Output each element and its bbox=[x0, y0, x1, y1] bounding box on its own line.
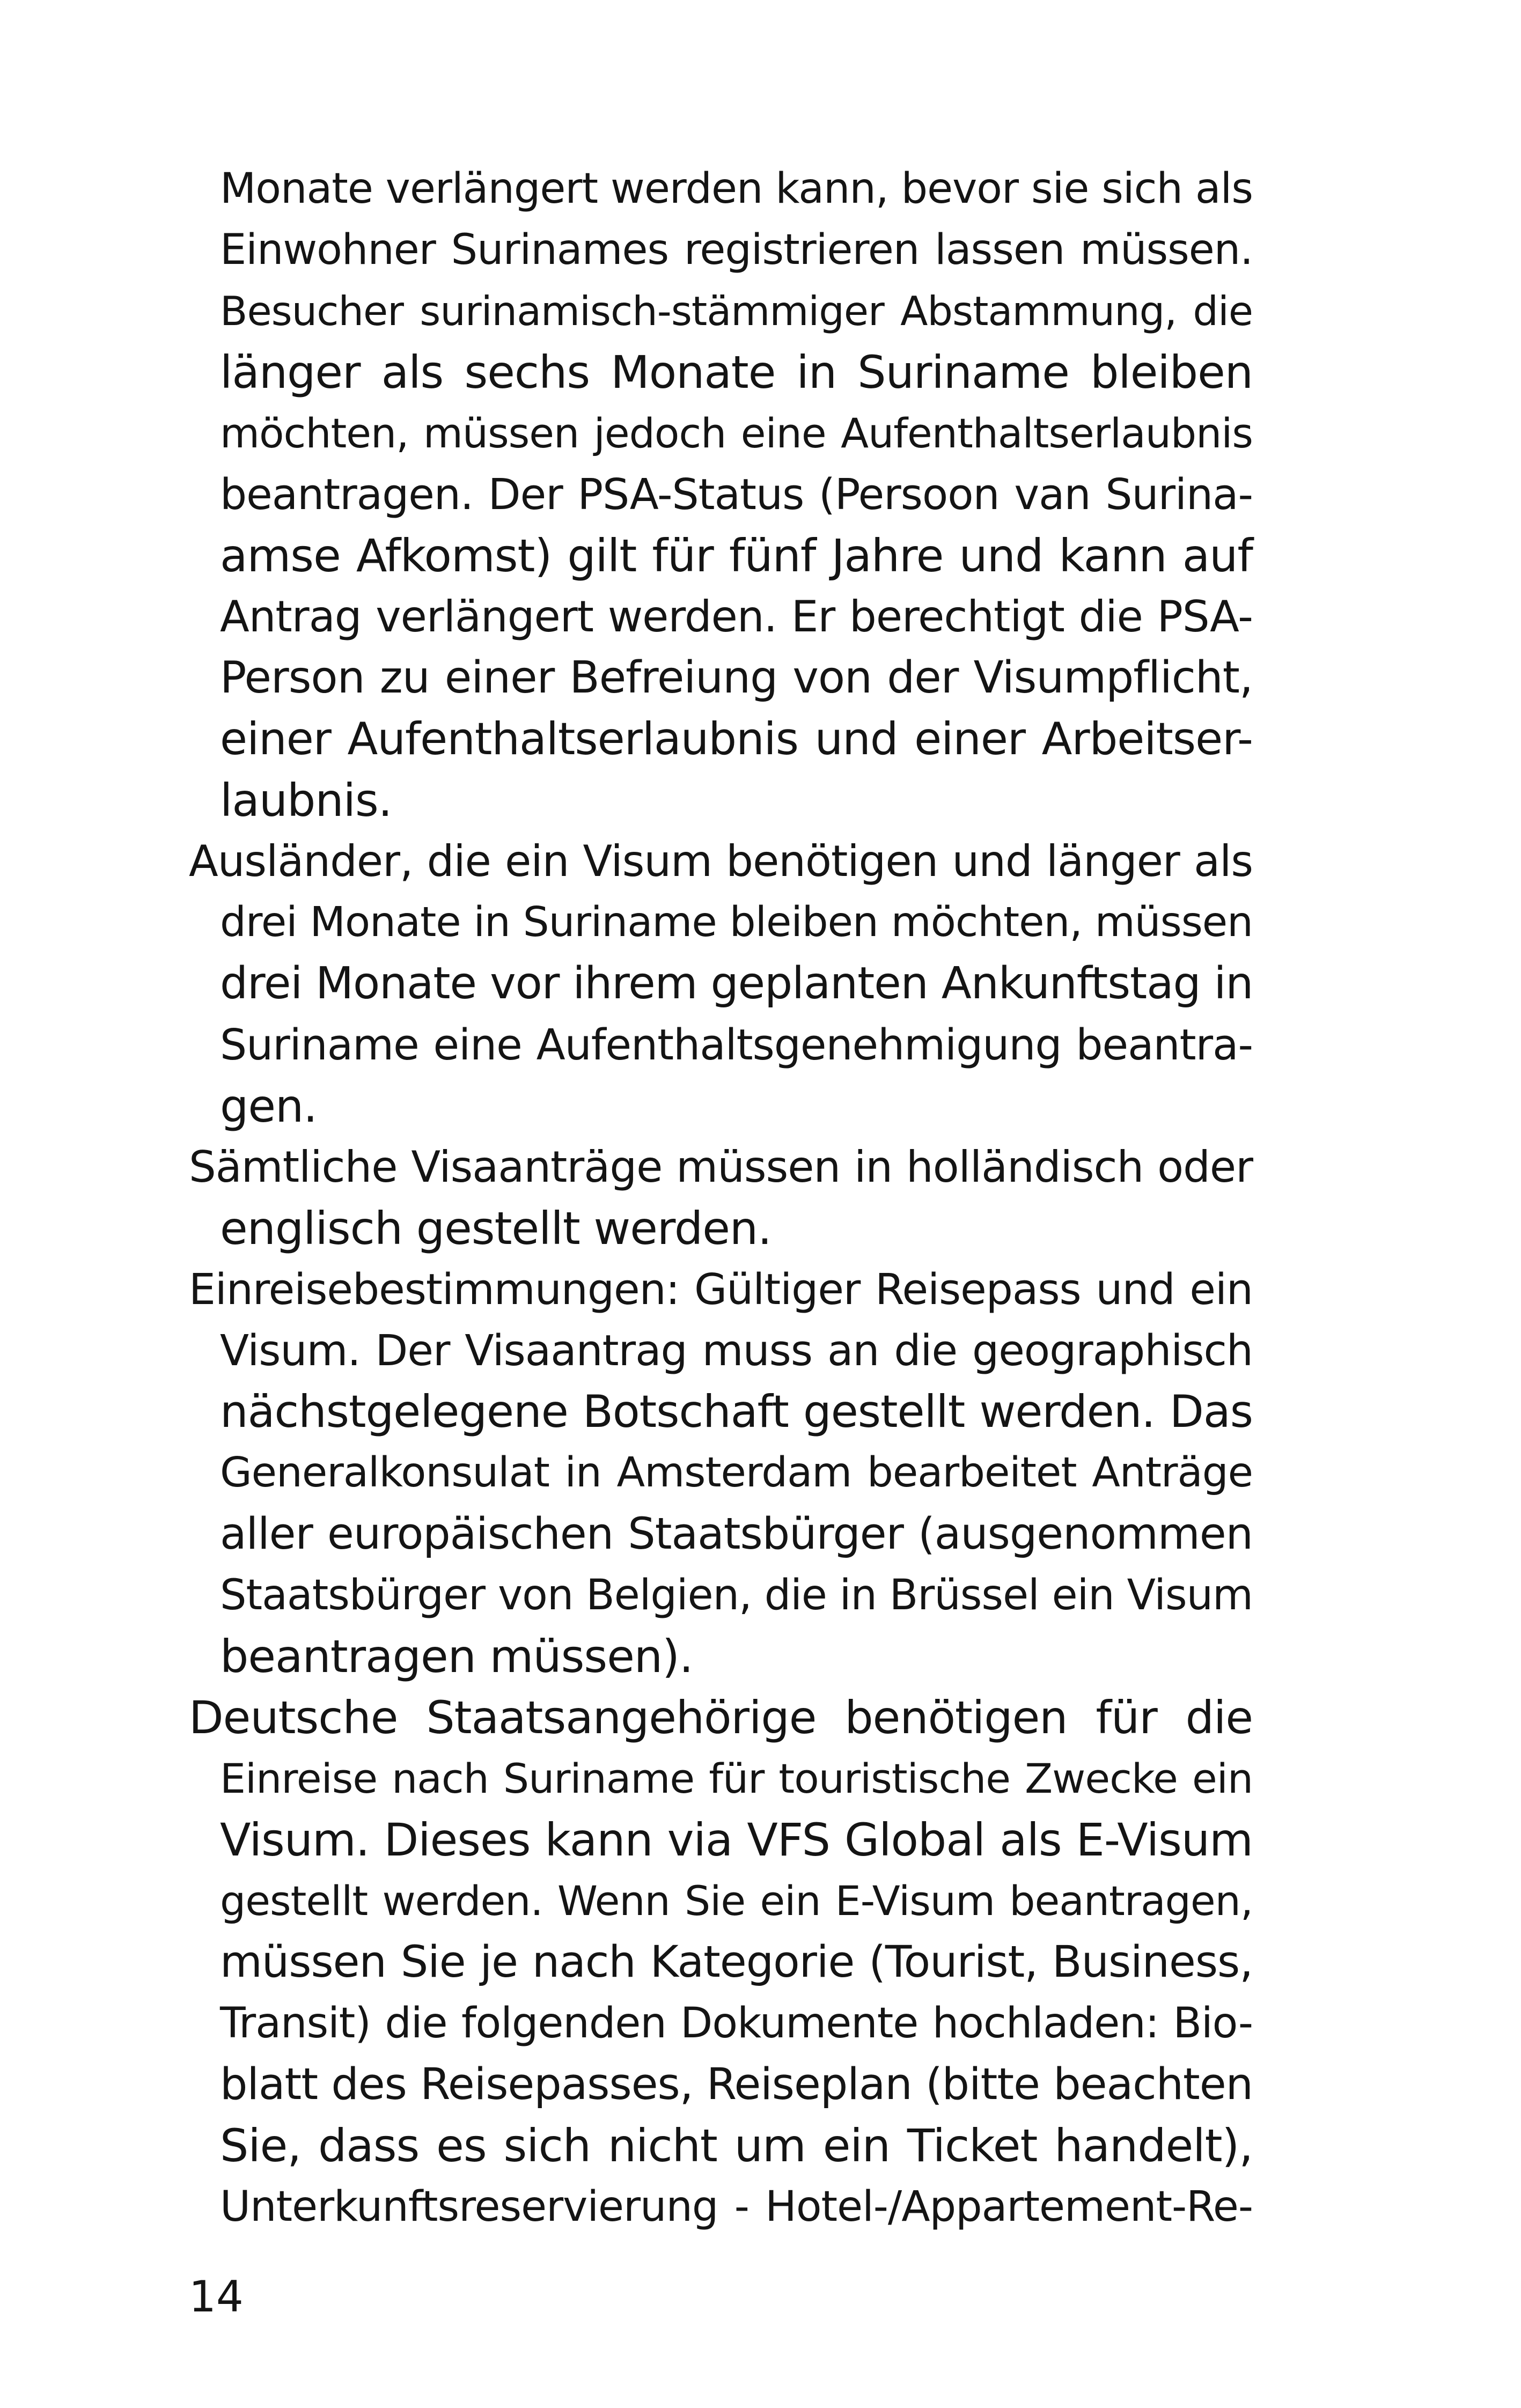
page-number: 14 bbox=[189, 2272, 244, 2322]
paragraph-line: Staatsbürger von Belgien, die in Brüssel ein Visum bbox=[220, 1571, 1253, 1619]
paragraph-line: amse Afkomst) gilt für fünf Jahre und kann auf bbox=[220, 529, 1253, 582]
paragraph-line: Sie, dass es sich nicht um ein Ticket handelt), bbox=[220, 2119, 1253, 2172]
paragraph-line: möchten, müssen jedoch eine Aufenthaltserlaubnis bbox=[220, 409, 1253, 457]
paragraph-line: Visum. Dieses kann via VFS Global als E-Visum bbox=[220, 1814, 1253, 1866]
paragraph-line: beantragen. Der PSA-Status (Persoon van Surina- bbox=[220, 470, 1253, 519]
paragraph-line: Transit) die folgenden Dokumente hochladen: Bio- bbox=[220, 1999, 1253, 2048]
paragraph-line: drei Monate vor ihrem geplanten Ankunftstag in bbox=[220, 958, 1253, 1009]
paragraph-line: gen. bbox=[220, 1080, 317, 1132]
paragraph-line: Unterkunftsreservierung - Hotel-/Appartement-Re- bbox=[220, 2183, 1253, 2231]
paragraph-line: müssen Sie je nach Kategorie (Tourist, Business, bbox=[220, 1937, 1253, 1987]
paragraph-line: einer Aufenthaltserlaubnis und einer Arbeitser- bbox=[220, 713, 1253, 765]
paragraph-line: beantragen müssen). bbox=[220, 1630, 693, 1683]
paragraph-line: Visum. Der Visaantrag muss an die geographisch bbox=[220, 1326, 1253, 1375]
paragraph-first-line: Deutsche Staatsangehörige benötigen für die bbox=[189, 1691, 1253, 1744]
paragraph-first-line: Einreisebestimmungen: Gültiger Reisepass und ein bbox=[189, 1265, 1253, 1314]
paragraph-line: Suriname eine Aufenthaltsgenehmigung beantra- bbox=[220, 1020, 1253, 1070]
paragraph-line: gestellt werden. Wenn Sie ein E-Visum beantragen, bbox=[220, 1877, 1253, 1925]
paragraph-line: Generalkonsulat in Amsterdam bearbeitet Anträge bbox=[220, 1449, 1253, 1497]
paragraph-line: Monate verlängert werden kann, bevor sie sich als bbox=[220, 165, 1253, 213]
paragraph-line: Einreise nach Suriname für touristische Zwecke ein bbox=[220, 1755, 1253, 1802]
paragraph-line: Einwohner Surinames registrieren lassen müssen. bbox=[220, 226, 1253, 274]
paragraph-line: aller europäischen Staatsbürger (ausgenommen bbox=[220, 1509, 1253, 1559]
paragraph-line: drei Monate in Suriname bleiben möchten, müssen bbox=[220, 899, 1253, 946]
paragraph-line: länger als sechs Monate in Suriname bleiben bbox=[220, 346, 1253, 399]
paragraph-line: Person zu einer Befreiung von der Visumpflicht, bbox=[220, 652, 1253, 703]
paragraph-line: nächstgelegene Botschaft gestellt werden. Das bbox=[220, 1386, 1253, 1438]
paragraph-line: englisch gestellt werden. bbox=[220, 1202, 771, 1255]
paragraph-first-line: Ausländer, die ein Visum benötigen und länger als bbox=[189, 836, 1253, 886]
paragraph-line: laubnis. bbox=[220, 774, 392, 827]
paragraph-first-line: Sämtliche Visaanträge müssen in holländisch oder bbox=[189, 1142, 1253, 1192]
paragraph-line: blatt des Reisepasses, Reiseplan (bitte beachten bbox=[220, 2059, 1253, 2110]
paragraph-line: Antrag verlängert werden. Er berechtigt die PSA- bbox=[220, 592, 1253, 642]
paragraph-line: Besucher surinamisch-stämmiger Abstammung, die bbox=[220, 288, 1253, 335]
